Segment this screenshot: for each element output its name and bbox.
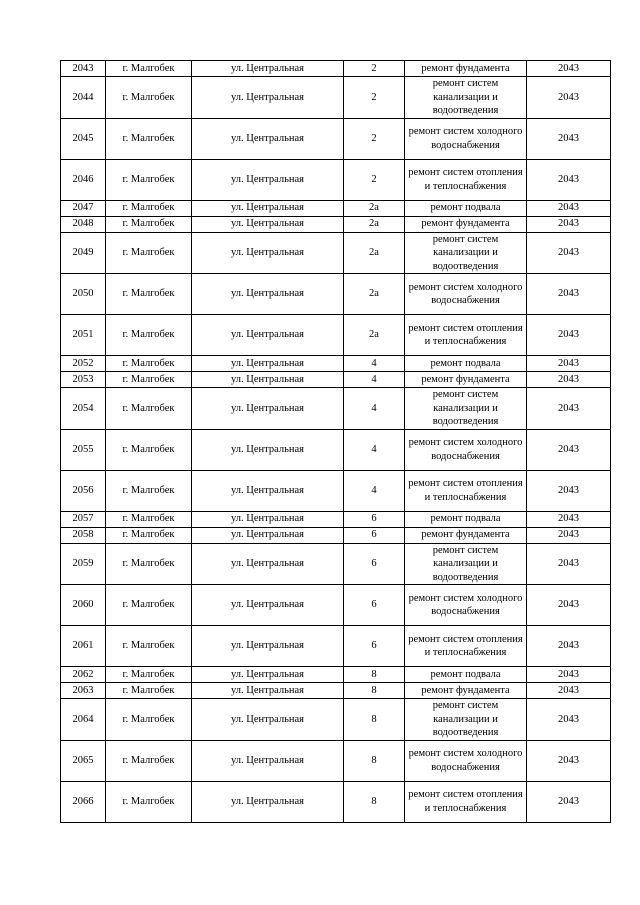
work-type-cell: ремонт систем холодного водоснабжения [405,118,527,159]
work-type-cell: ремонт систем холодного водоснабжения [405,585,527,626]
street-cell: ул. Центральная [192,118,344,159]
table-row [61,543,611,585]
house-number-cell: 6 [344,626,405,667]
table-row [61,356,611,372]
city-cell: г. Малгобек [106,740,192,781]
city-cell: г. Малгобек [106,200,192,216]
city-cell: г. Малгобек [106,429,192,470]
table-row [61,626,611,667]
table-row [61,232,611,274]
table-row [61,216,611,232]
street-cell: ул. Центральная [192,232,344,274]
house-number-cell: 2 [344,159,405,200]
year-cell: 2043 [527,683,611,699]
table-row [61,61,611,77]
year-cell: 2043 [527,356,611,372]
row-number-cell: 2043 [61,61,106,77]
house-number-cell: 4 [344,372,405,388]
year-cell: 2043 [527,118,611,159]
city-cell: г. Малгобек [106,232,192,274]
house-number-cell: 2 [344,77,405,119]
row-number-cell: 2052 [61,356,106,372]
table-row [61,274,611,315]
house-number-cell: 4 [344,356,405,372]
house-number-cell: 8 [344,667,405,683]
year-cell: 2043 [527,470,611,511]
work-type-cell: ремонт систем отопления и теплоснабжения [405,159,527,200]
city-cell: г. Малгобек [106,626,192,667]
table-row [61,429,611,470]
year-cell: 2043 [527,200,611,216]
work-type-cell: ремонт систем отопления и теплоснабжения [405,470,527,511]
year-cell: 2043 [527,216,611,232]
row-number-cell: 2050 [61,274,106,315]
row-number-cell: 2061 [61,626,106,667]
table-row [61,667,611,683]
year-cell: 2043 [527,388,611,430]
city-cell: г. Малгобек [106,511,192,527]
year-cell: 2043 [527,527,611,543]
city-cell: г. Малгобек [106,699,192,741]
house-number-cell: 8 [344,740,405,781]
street-cell: ул. Центральная [192,61,344,77]
house-number-cell: 6 [344,543,405,585]
row-number-cell: 2053 [61,372,106,388]
street-cell: ул. Центральная [192,683,344,699]
year-cell: 2043 [527,315,611,356]
year-cell: 2043 [527,274,611,315]
year-cell: 2043 [527,626,611,667]
work-type-cell: ремонт фундамента [405,216,527,232]
city-cell: г. Малгобек [106,388,192,430]
row-number-cell: 2058 [61,527,106,543]
row-number-cell: 2047 [61,200,106,216]
work-type-cell: ремонт систем отопления и теплоснабжения [405,626,527,667]
table-row [61,585,611,626]
row-number-cell: 2048 [61,216,106,232]
city-cell: г. Малгобек [106,585,192,626]
street-cell: ул. Центральная [192,781,344,822]
house-number-cell: 6 [344,585,405,626]
work-type-cell: ремонт подвала [405,667,527,683]
work-type-cell: ремонт систем отопления и теплоснабжения [405,781,527,822]
year-cell: 2043 [527,543,611,585]
row-number-cell: 2064 [61,699,106,741]
street-cell: ул. Центральная [192,667,344,683]
street-cell: ул. Центральная [192,527,344,543]
row-number-cell: 2062 [61,667,106,683]
table-row [61,470,611,511]
house-number-cell: 6 [344,527,405,543]
work-type-cell: ремонт систем холодного водоснабжения [405,740,527,781]
city-cell: г. Малгобек [106,372,192,388]
table-row [61,740,611,781]
row-number-cell: 2045 [61,118,106,159]
city-cell: г. Малгобек [106,159,192,200]
street-cell: ул. Центральная [192,77,344,119]
city-cell: г. Малгобек [106,315,192,356]
work-type-cell: ремонт фундамента [405,372,527,388]
city-cell: г. Малгобек [106,667,192,683]
street-cell: ул. Центральная [192,511,344,527]
work-type-cell: ремонт систем канализации и водоотведения [405,232,527,274]
work-type-cell: ремонт подвала [405,200,527,216]
row-number-cell: 2051 [61,315,106,356]
work-type-cell: ремонт систем холодного водоснабжения [405,429,527,470]
city-cell: г. Малгобек [106,118,192,159]
row-number-cell: 2055 [61,429,106,470]
work-type-cell: ремонт систем канализации и водоотведения [405,77,527,119]
year-cell: 2043 [527,585,611,626]
table-row [61,372,611,388]
year-cell: 2043 [527,61,611,77]
table-row [61,77,611,119]
street-cell: ул. Центральная [192,543,344,585]
street-cell: ул. Центральная [192,216,344,232]
year-cell: 2043 [527,511,611,527]
work-type-cell: ремонт систем отопления и теплоснабжения [405,315,527,356]
house-number-cell: 2а [344,216,405,232]
table-row [61,200,611,216]
street-cell: ул. Центральная [192,274,344,315]
house-number-cell: 2а [344,274,405,315]
city-cell: г. Малгобек [106,274,192,315]
city-cell: г. Малгобек [106,543,192,585]
row-number-cell: 2065 [61,740,106,781]
house-number-cell: 2а [344,232,405,274]
work-type-cell: ремонт подвала [405,511,527,527]
table-row [61,511,611,527]
row-number-cell: 2054 [61,388,106,430]
year-cell: 2043 [527,372,611,388]
row-number-cell: 2044 [61,77,106,119]
year-cell: 2043 [527,232,611,274]
year-cell: 2043 [527,159,611,200]
year-cell: 2043 [527,699,611,741]
city-cell: г. Малгобек [106,61,192,77]
street-cell: ул. Центральная [192,315,344,356]
year-cell: 2043 [527,740,611,781]
house-number-cell: 4 [344,470,405,511]
table-row [61,159,611,200]
street-cell: ул. Центральная [192,470,344,511]
table-row [61,118,611,159]
city-cell: г. Малгобек [106,470,192,511]
year-cell: 2043 [527,667,611,683]
table-body [61,61,611,823]
table-row [61,699,611,741]
work-type-cell: ремонт подвала [405,356,527,372]
row-number-cell: 2046 [61,159,106,200]
house-number-cell: 4 [344,388,405,430]
house-number-cell: 6 [344,511,405,527]
work-type-cell: ремонт систем канализации и водоотведения [405,543,527,585]
row-number-cell: 2063 [61,683,106,699]
row-number-cell: 2066 [61,781,106,822]
city-cell: г. Малгобек [106,356,192,372]
work-type-cell: ремонт систем канализации и водоотведения [405,388,527,430]
table-row [61,315,611,356]
work-type-cell: ремонт систем холодного водоснабжения [405,274,527,315]
city-cell: г. Малгобек [106,527,192,543]
table-row [61,388,611,430]
city-cell: г. Малгобек [106,683,192,699]
row-number-cell: 2059 [61,543,106,585]
street-cell: ул. Центральная [192,429,344,470]
street-cell: ул. Центральная [192,388,344,430]
house-number-cell: 2а [344,315,405,356]
house-number-cell: 8 [344,699,405,741]
work-type-cell: ремонт фундамента [405,683,527,699]
row-number-cell: 2056 [61,470,106,511]
street-cell: ул. Центральная [192,200,344,216]
work-type-cell: ремонт систем канализации и водоотведения [405,699,527,741]
work-type-cell: ремонт фундамента [405,61,527,77]
work-type-cell: ремонт фундамента [405,527,527,543]
street-cell: ул. Центральная [192,740,344,781]
row-number-cell: 2060 [61,585,106,626]
street-cell: ул. Центральная [192,159,344,200]
house-number-cell: 4 [344,429,405,470]
street-cell: ул. Центральная [192,585,344,626]
repair-schedule-table [60,60,611,823]
house-number-cell: 8 [344,683,405,699]
house-number-cell: 2 [344,118,405,159]
street-cell: ул. Центральная [192,626,344,667]
row-number-cell: 2057 [61,511,106,527]
table-row [61,527,611,543]
house-number-cell: 8 [344,781,405,822]
house-number-cell: 2а [344,200,405,216]
street-cell: ул. Центральная [192,699,344,741]
year-cell: 2043 [527,429,611,470]
street-cell: ул. Центральная [192,372,344,388]
table-row [61,683,611,699]
city-cell: г. Малгобек [106,781,192,822]
street-cell: ул. Центральная [192,356,344,372]
city-cell: г. Малгобек [106,216,192,232]
row-number-cell: 2049 [61,232,106,274]
house-number-cell: 2 [344,61,405,77]
city-cell: г. Малгобек [106,77,192,119]
year-cell: 2043 [527,781,611,822]
year-cell: 2043 [527,77,611,119]
table-row [61,781,611,822]
